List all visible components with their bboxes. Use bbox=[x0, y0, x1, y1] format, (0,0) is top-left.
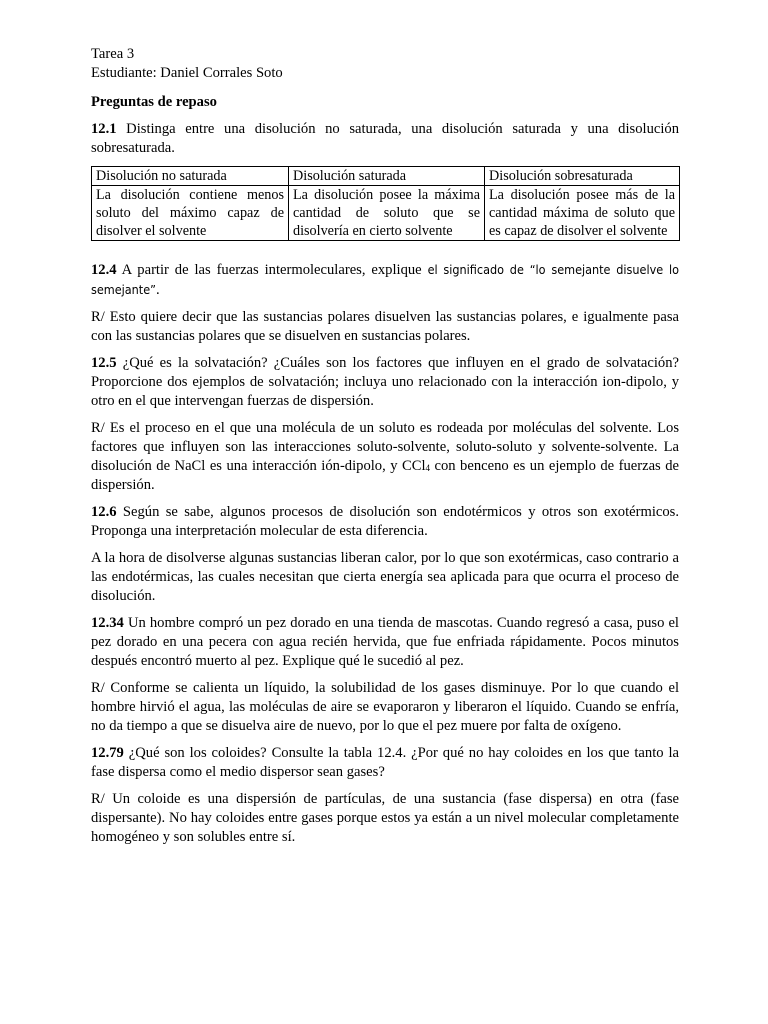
section-title: Preguntas de repaso bbox=[91, 94, 217, 110]
answer-12-4: R/ Esto quiere decir que las sustancias polares disuelven las sustancias polares, e igualmente pasa con las sustancias polares que se disuelven en sustancias polares. bbox=[91, 309, 679, 344]
question-text-alt-font: el significado de “lo semejante disuelve lo semejante” bbox=[91, 262, 679, 297]
answer-text: R/ Es el proceso en el que una molécula de un soluto es rodeada por moléculas del solvente. Los factores que influyen son las interacciones soluto-solvente, soluto-soluto y solvente-solvente. La disolución de NaCl es una interacción ión-dipolo, y CCl bbox=[91, 420, 679, 474]
question-text: Un hombre compró un pez dorado en una tienda de mascotas. Cuando regresó a casa, puso el pez dorado en una pecera con agua recién hervida, que fue enfriada rápidamente. Pocos minutos después encontró muerto al pez. Explique qué le sucedió al pez. bbox=[91, 615, 679, 669]
question-number: 12.79 bbox=[91, 745, 124, 761]
question-text: Según se sabe, algunos procesos de disolución son endotérmicos y otros son exotérmicos. Proponga una interpretación molecular de esta diferencia. bbox=[91, 504, 679, 539]
question-12-5 bbox=[91, 354, 679, 411]
question-number: 12.34 bbox=[91, 615, 124, 631]
question-12-6 bbox=[91, 503, 679, 541]
question-12-79 bbox=[91, 744, 679, 782]
table-row bbox=[92, 186, 680, 241]
saturation-table bbox=[91, 166, 680, 241]
question-number: 12.6 bbox=[91, 504, 117, 520]
question-text: Distinga entre una disolución no saturada, una disolución saturada y una disolución sobresaturada. bbox=[91, 121, 679, 156]
answer-12-6: A la hora de disolverse algunas sustancias liberan calor, por lo que son exotérmicas, caso contrario a las endotérmicas, las cuales necesitan que cierta energía sea aplicada para que ocurra el proceso de disolución. bbox=[91, 550, 679, 604]
table-header-cell: Disolución no saturada bbox=[92, 167, 289, 186]
student-name: Estudiante: Daniel Corrales Soto bbox=[91, 65, 283, 81]
document-body bbox=[91, 45, 679, 855]
subscript: 4 bbox=[425, 463, 431, 473]
table-cell: La disolución contiene menos soluto del máximo capaz de disolver el solvente bbox=[92, 186, 289, 241]
table-header-row bbox=[92, 167, 680, 186]
answer-12-79: R/ Un coloide es una dispersión de partículas, de una sustancia (fase dispersa) en otra (fase dispersante). No hay coloides entre gases porque estos ya están a un nivel molecular completamente homogéneo y son solubles entre sí. bbox=[91, 791, 679, 845]
question-12-1 bbox=[91, 120, 679, 158]
question-number: 12.4 bbox=[91, 262, 117, 278]
question-12-34 bbox=[91, 614, 679, 671]
question-number: 12.1 bbox=[91, 121, 117, 137]
question-12-4 bbox=[91, 260, 679, 300]
question-text: ¿Qué son los coloides? Consulte la tabla 12.4. ¿Por qué no hay coloides en los que tanto la fase dispersa como el medio dispersor sean gases? bbox=[91, 745, 679, 780]
table-header-cell: Disolución sobresaturada bbox=[485, 167, 680, 186]
answer-12-34: R/ Conforme se calienta un líquido, la solubilidad de los gases disminuye. Por lo que cuando el hombre hirvió el agua, las moléculas de aire se evaporaron y liberaron el líquido. Cuando se enfría, no da tiempo a que se disuelva aire de nuevo, por lo que el pez muere por falta de oxígeno. bbox=[91, 680, 679, 734]
answer-12-5 bbox=[91, 419, 679, 495]
question-text: A partir de las fuerzas intermoleculares, explique bbox=[121, 262, 422, 278]
question-text: ¿Qué es la solvatación? ¿Cuáles son los factores que influyen en el grado de solvatación? Proporcione dos ejemplos de solvatación; incluya uno relacionado con la interacción ion-dipolo, y otro en el que intervengan fuerzas de dispersión. bbox=[91, 355, 679, 409]
task-title: Tarea 3 bbox=[91, 46, 135, 62]
answer-text-end: con benceno es un ejemplo de fuerzas de dispersión. bbox=[91, 458, 679, 493]
question-text-end: . bbox=[155, 282, 160, 298]
table-cell: La disolución posee más de la cantidad máxima de soluto que es capaz de disolver el solvente bbox=[485, 186, 680, 241]
question-number: 12.5 bbox=[91, 355, 117, 371]
table-header-cell: Disolución saturada bbox=[289, 167, 485, 186]
table-cell: La disolución posee la máxima cantidad de soluto que se disolvería en cierto solvente bbox=[289, 186, 485, 241]
